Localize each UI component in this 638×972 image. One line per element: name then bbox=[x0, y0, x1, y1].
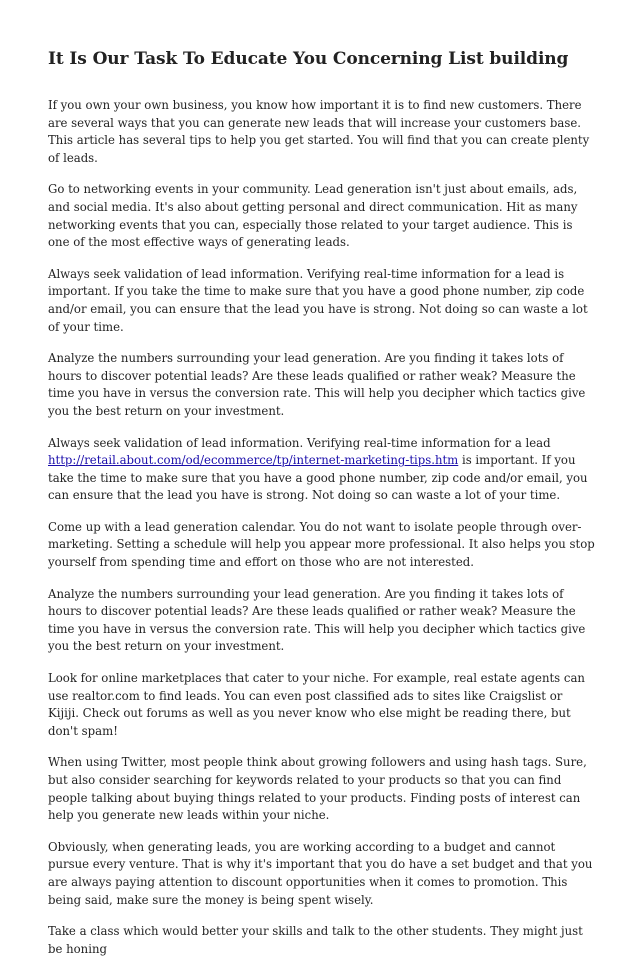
article-title: It Is Our Task To Educate You Concerning List building bbox=[48, 49, 569, 69]
paragraph-class: Take a class which would better your skills and talk to the other students. They might just be honing bbox=[48, 924, 583, 956]
paragraph-twitter: When using Twitter, most people think about growing followers and using hash tags. Sure, but also consider searching for keywords related to your products so that you can find people talking about buying things related to your products. Finding posts of interest can help you generate new leads within your niche. bbox=[48, 755, 587, 823]
paragraph-marketplaces: Look for online marketplaces that cater to your niche. For example, real estate agents can use realtor.com to find leads. You can even post classified ads to sites like Craigslist or Kijiji. Check out forums as well as you never know who else might be reading there, but don't spam! bbox=[48, 671, 585, 738]
paragraph-intro: If you own your own business, you know how important it is to find new customers. There are several ways that you can generate new leads that will increase your customers base. This article has several tips to help you get started. You will find that you can create plenty of leads. bbox=[48, 98, 590, 165]
paragraph-validation-link bbox=[48, 435, 596, 505]
paragraph-validation: Always seek validation of lead information. Verifying real-time information for a lead is important. If you take the time to make sure that you have a good phone number, zip code and/or email, you can ensure that the lead you have is strong. Not doing so can waste a lot of your time. bbox=[48, 266, 588, 334]
paragraph-calendar: Come up with a lead generation calendar. You do not want to isolate people through over-marketing. Setting a schedule will help you appear more professional. It also helps you stop yourself from spending time and effort on those who are not interested. bbox=[48, 519, 595, 570]
paragraph-analyze-repeat: Analyze the numbers surrounding your lead generation. Are you finding it takes lots of hours to discover potential leads? Are these leads qualified or rather weak? Measure the time you have in versus the conversion rate. This will help you decipher which tactics give you the best return on your investment. bbox=[48, 586, 586, 654]
paragraph-budget: Obviously, when generating leads, you are working according to a budget and cannot pursue every venture. That is why it's important that you do have a set budget and that you are always paying attention to discount opportunities when it comes to promotion. This being said, make sure the money is being spent wisely. bbox=[48, 839, 593, 907]
link-paragraph-after: is important. If you take the time to make sure that you have a good phone number, zip code and/or email, you can ensure that the lead you have is strong. Not doing so can waste a lot of your time. bbox=[48, 453, 588, 503]
link-paragraph-before: Always seek validation of lead information. Verifying real-time information for a lead bbox=[48, 435, 551, 450]
document-page bbox=[48, 48, 596, 972]
article-link[interactable]: http://retail.about.com/od/ecommerce/tp/internet-marketing-tips.htm bbox=[48, 453, 459, 468]
paragraph-analyze: Analyze the numbers surrounding your lead generation. Are you finding it takes lots of hours to discover potential leads? Are these leads qualified or rather weak? Measure the time you have in versus the conversion rate. This will help you decipher which tactics give you the best return on your investment. bbox=[48, 351, 586, 418]
paragraph-networking: Go to networking events in your community. Lead generation isn't just about emails, ads, and social media. It's also about getting personal and direct communication. Hit as many networking events that you can, especially those related to your target audience. This is one of the most effective ways of generating leads. bbox=[48, 182, 578, 250]
